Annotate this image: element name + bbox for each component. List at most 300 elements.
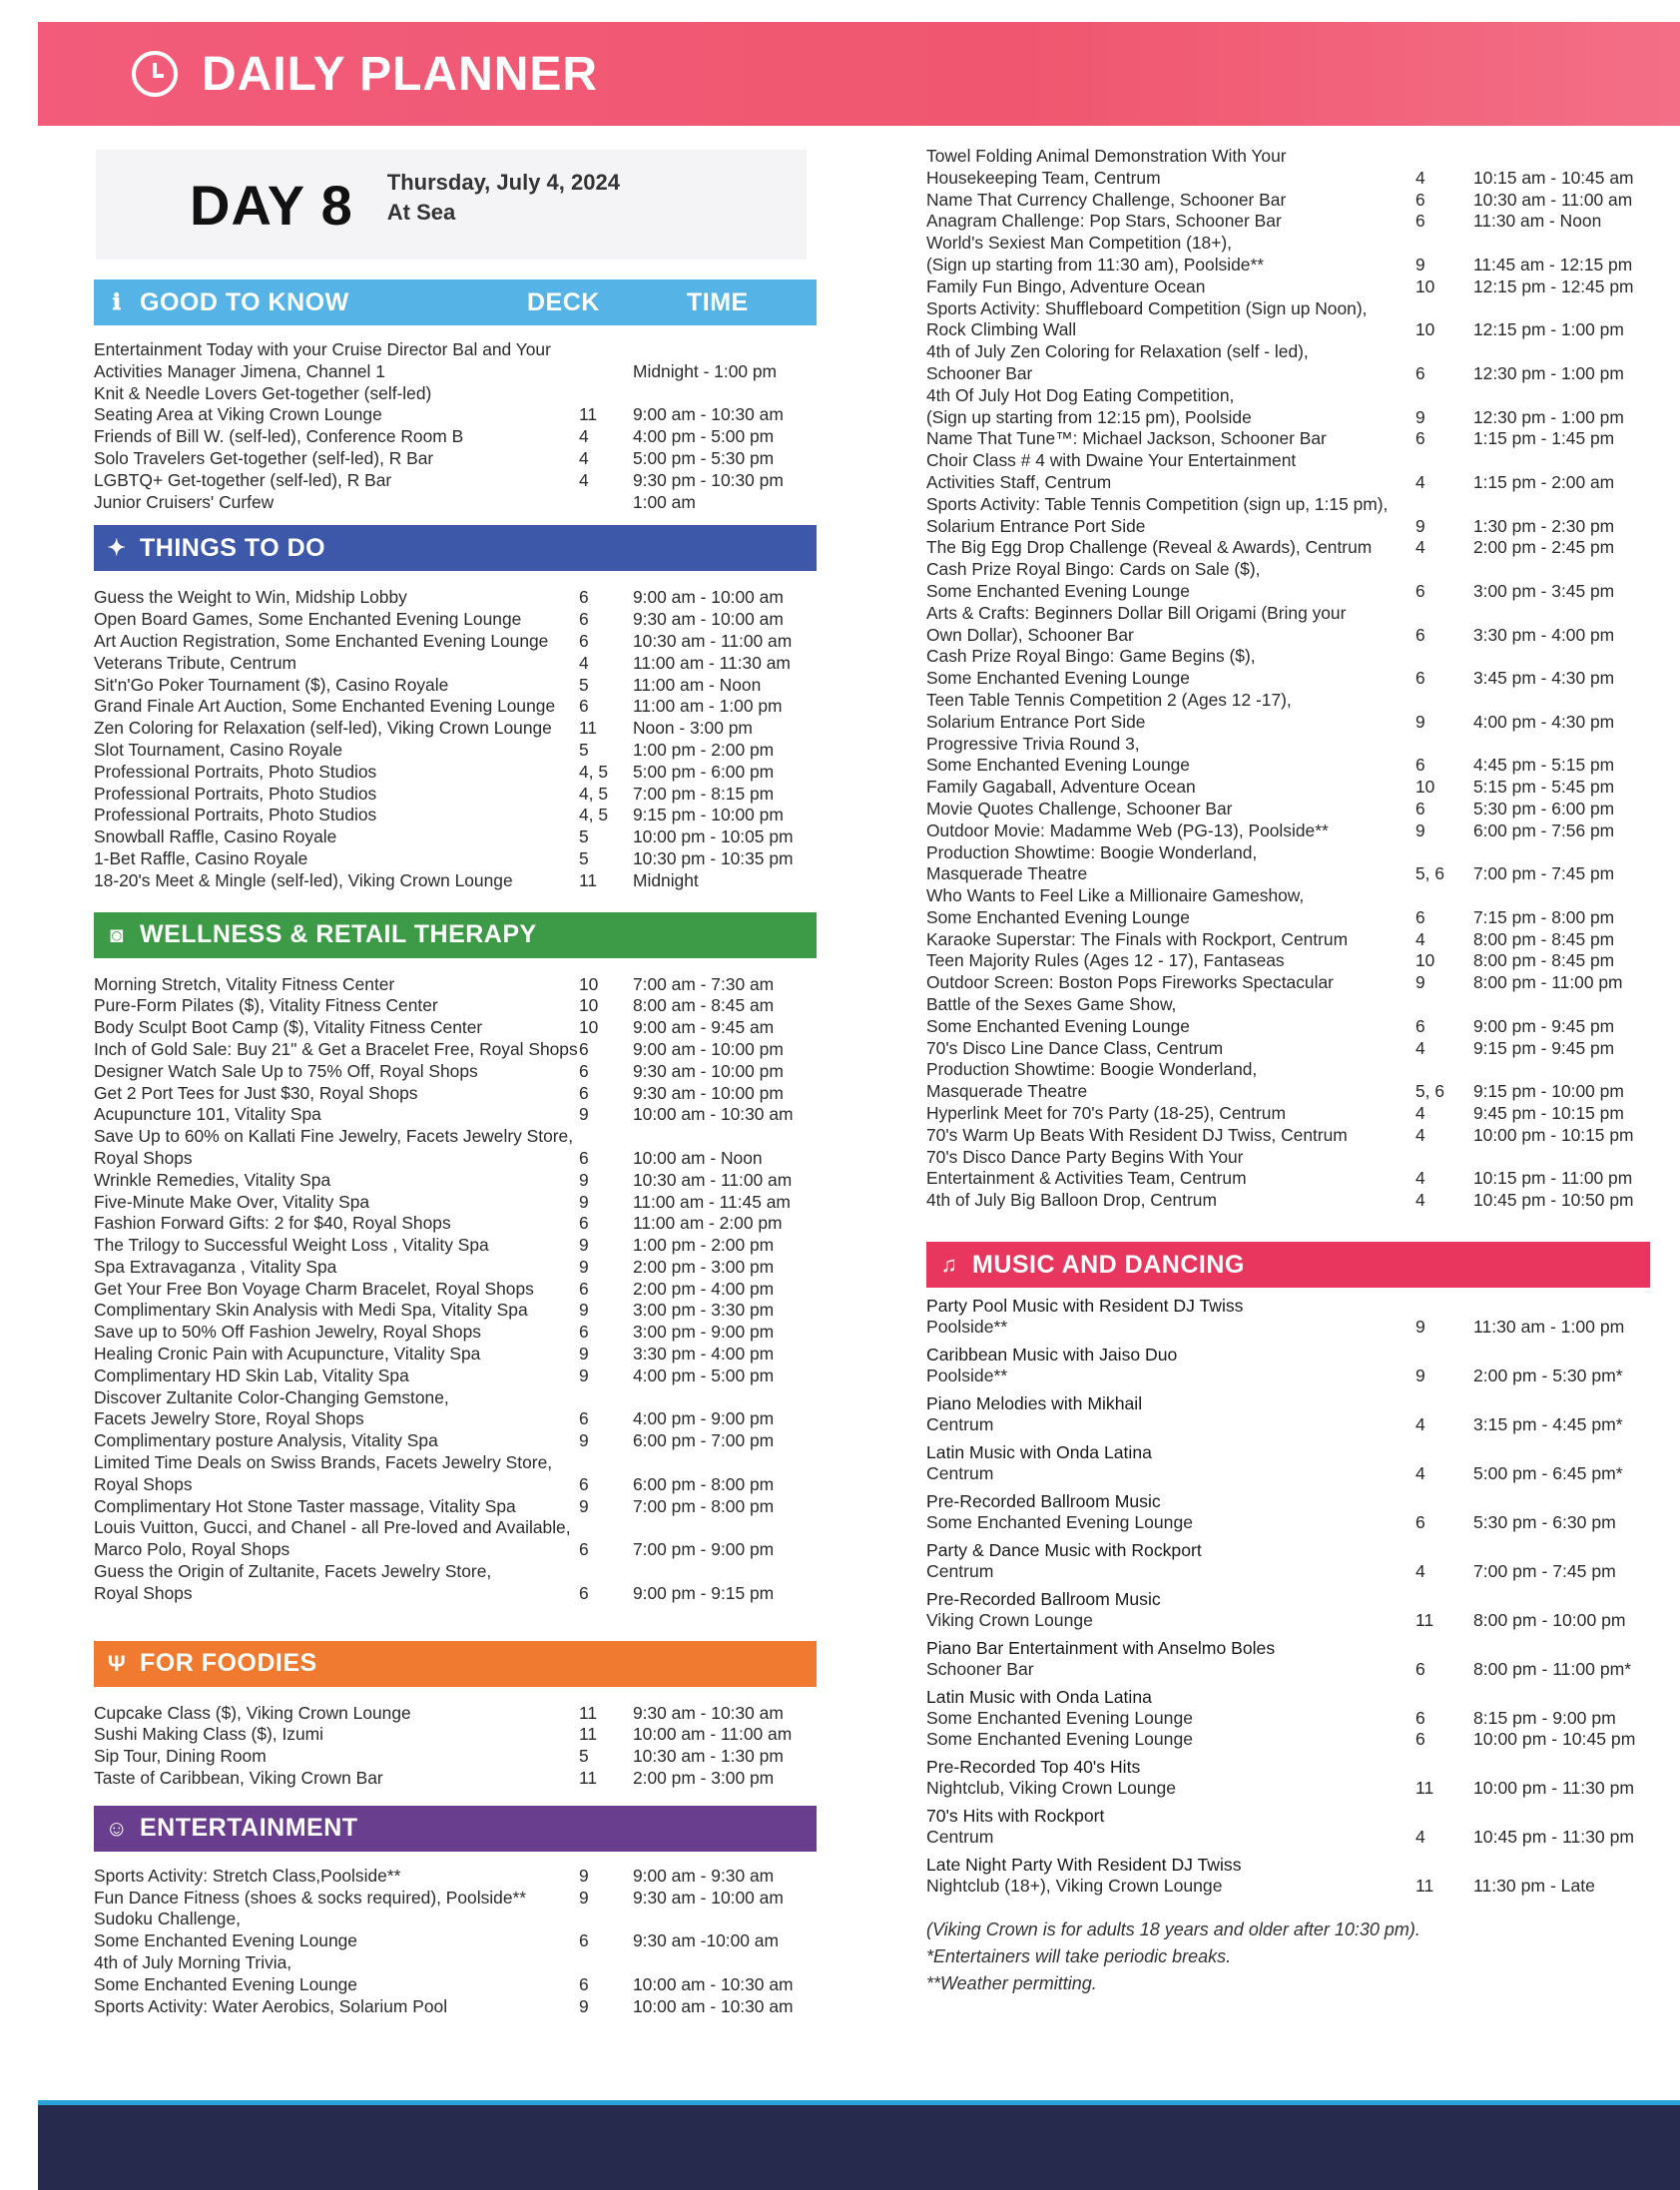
entertainment-continued-list (926, 146, 1650, 1212)
activity-name: Arts & Crafts: Beginners Dollar Bill Origami (Bring your (926, 602, 1347, 623)
activity-time (1473, 885, 1650, 907)
activity-time: 3:30 pm - 4:00 pm (633, 1344, 775, 1365)
info-icon: ℹ (112, 289, 122, 314)
deck-number: 6 (1415, 211, 1425, 232)
activity-name: Art Auction Registration, Some Enchanted Evening Lounge (94, 630, 549, 651)
activity-name: Outdoor Movie: Madamme Web (PG-13), Poolside** (926, 820, 1329, 840)
schedule-row (94, 609, 817, 631)
music-venue-line: Some Enchanted Evening Lounge (926, 1729, 1194, 1750)
music-row (926, 1638, 1650, 1680)
deck-number (1415, 1708, 1473, 1750)
deck-number: 4 (1415, 471, 1425, 492)
activity-time: 9:30 pm - 10:30 pm (633, 469, 784, 490)
deck-number (1415, 298, 1473, 320)
deck-number (1415, 1512, 1473, 1533)
activity-name: Battle of the Sexes Game Show, (926, 994, 1177, 1015)
schedule-row (926, 494, 1650, 516)
schedule-row (926, 428, 1650, 450)
activity-name: The Trilogy to Successful Weight Loss , Vitality Spa (94, 1235, 489, 1256)
deck-number (1415, 1610, 1473, 1631)
schedule-row (926, 450, 1650, 472)
activity-time (633, 1387, 817, 1409)
activity-name: Guess the Origin of Zultanite, Facets Jewelry Store, (94, 1561, 492, 1582)
schedule-row (94, 1517, 817, 1539)
activity-name: Junior Cruisers' Curfew (94, 491, 275, 512)
activity-name: Outdoor Screen: Boston Pops Fireworks Spectacular (926, 972, 1334, 993)
schedule-row (926, 907, 1650, 929)
wellness-header (94, 912, 817, 958)
activity-name: Designer Watch Sale Up to 75% Off, Royal Shops (94, 1060, 478, 1081)
deck-number: 9 (1415, 972, 1425, 993)
activity-time: 9:30 am - 10:00 am (633, 609, 784, 630)
schedule-row (94, 1300, 817, 1322)
schedule-row (926, 1168, 1650, 1190)
schedule-row (94, 653, 817, 675)
schedule-row (94, 383, 817, 405)
schedule-row (94, 1387, 817, 1409)
activity-name: Karaoke Superstar: The Finals with Rockport, Centrum (926, 928, 1349, 949)
deck-number (1415, 1876, 1473, 1897)
activity-name: Schooner Bar (926, 362, 1033, 383)
schedule-row (94, 1366, 817, 1387)
activity-name: Royal Shops (94, 1147, 193, 1168)
music-time (1473, 1366, 1650, 1386)
deck-number: 11 (579, 1702, 598, 1723)
schedule-row (94, 631, 817, 653)
activity-time: 1:00 pm - 2:00 pm (633, 1235, 775, 1256)
activity-time: 7:00 pm - 7:45 pm (1473, 863, 1615, 884)
deck-number: 6 (1415, 668, 1425, 689)
deck-number: 5 (579, 739, 589, 760)
schedule-row (926, 863, 1650, 885)
good-to-know-title: GOOD TO KNOW (140, 287, 349, 316)
deck-number: 6 (579, 1278, 589, 1299)
deck-number: 9 (579, 1495, 589, 1516)
time-value: 3:15 pm - 4:45 pm* (1473, 1414, 1623, 1435)
deck-number: 9 (579, 1191, 589, 1212)
music-note-icon: ♫ (940, 1252, 958, 1278)
schedule-row (926, 233, 1650, 255)
deck-number (1415, 450, 1473, 472)
activity-time: 8:00 am - 8:45 am (633, 995, 775, 1016)
deck-number: 6 (1415, 428, 1425, 449)
wellness-title: WELLNESS & RETAIL THERAPY (140, 920, 537, 949)
activity-name: Pure-Form Pilates ($), Vitality Fitness Center (94, 995, 438, 1016)
deck-number: 4, 5 (579, 805, 609, 825)
music-time (1473, 1659, 1650, 1680)
deck-number: 5 (579, 847, 589, 868)
schedule-row (926, 581, 1650, 603)
deck-number (579, 1952, 633, 1974)
schedule-row (926, 799, 1650, 821)
music-row (926, 1757, 1650, 1799)
activity-time: 10:00 pm - 10:15 pm (1473, 1124, 1634, 1145)
music-row (926, 1491, 1650, 1533)
activity-name: Healing Cronic Pain with Acupuncture, Vitality Spa (94, 1344, 481, 1365)
music-time (1473, 1317, 1650, 1338)
activity-time (1473, 233, 1650, 255)
schedule-row (926, 821, 1650, 842)
deck-number: 6 (579, 1473, 589, 1494)
activity-name: Sports Activity: Shuffleboard Competition (Sign up Noon), (926, 297, 1368, 318)
schedule-row (926, 712, 1650, 734)
deck-number (1415, 646, 1473, 668)
schedule-row (926, 407, 1650, 429)
activity-time: 10:30 am - 11:00 am (633, 630, 793, 651)
music-row (926, 1442, 1650, 1484)
deck-number (579, 1517, 633, 1539)
activity-time: 12:15 pm - 12:45 pm (1473, 275, 1634, 296)
music-time (1473, 1876, 1650, 1897)
activity-name: Marco Polo, Royal Shops (94, 1539, 290, 1560)
schedule-row (94, 361, 817, 383)
schedule-row (94, 1474, 817, 1496)
schedule-row (94, 826, 817, 848)
activity-name: Sports Activity: Water Aerobics, Solarium Pool (94, 1995, 448, 2016)
activity-name: 4th of July Big Balloon Drop, Centrum (926, 1190, 1217, 1211)
entertainment-title: ENTERTAINMENT (140, 1814, 358, 1843)
music-event (926, 1638, 1415, 1680)
activity-name: Cash Prize Royal Bingo: Cards on Sale ($), (926, 559, 1261, 580)
music-time (1473, 1610, 1650, 1631)
schedule-row (94, 740, 817, 762)
activity-name: Cash Prize Royal Bingo: Game Begins ($), (926, 646, 1256, 667)
deck-value: 9 (1415, 1366, 1425, 1386)
deck-number: 6 (579, 1582, 589, 1603)
schedule-row (926, 755, 1650, 777)
schedule-row (926, 972, 1650, 994)
activity-name: Five-Minute Make Over, Vitality Spa (94, 1191, 370, 1212)
activity-name: LGBTQ+ Get-together (self-led), R Bar (94, 469, 392, 490)
deck-number (1415, 1366, 1473, 1386)
activity-name: Own Dollar), Schooner Bar (926, 624, 1134, 645)
music-time (1473, 1561, 1650, 1582)
deck-number (1415, 233, 1473, 255)
deck-number: 6 (1415, 580, 1425, 601)
time-value: 5:00 pm - 6:45 pm* (1473, 1463, 1623, 1484)
schedule-row (94, 1017, 817, 1039)
right-column (926, 146, 1650, 1997)
activity-name: Morning Stretch, Vitality Fitness Center (94, 973, 395, 994)
music-time (1473, 1463, 1650, 1484)
deck-number: 6 (579, 1322, 589, 1343)
schedule-row (94, 1344, 817, 1366)
music-title-line: Pre-Recorded Ballroom Music (926, 1589, 1161, 1610)
music-title-line: Latin Music with Onda Latina (926, 1442, 1152, 1463)
activity-time: 5:30 pm - 6:00 pm (1473, 798, 1615, 819)
music-venue-line: Nightclub, Viking Crown Lounge (926, 1778, 1177, 1799)
deck-number (1415, 146, 1473, 168)
activity-name: Name That Currency Challenge, Schooner Bar (926, 189, 1287, 210)
deck-number: 4 (1415, 537, 1425, 558)
music-row (926, 1806, 1650, 1848)
activity-name: 70's Warm Up Beats With Resident DJ Twiss, Centrum (926, 1124, 1348, 1145)
activity-name: Body Sculpt Boot Camp ($), Vitality Fitness Center (94, 1017, 483, 1038)
activity-time: 9:00 am - 10:00 pm (633, 1038, 784, 1059)
music-title-line: Pre-Recorded Top 40's Hits (926, 1757, 1141, 1778)
time-value: 11:30 am - 1:00 pm (1473, 1317, 1625, 1338)
footnote: (Viking Crown is for adults 18 years and older after 10:30 pm). (926, 1919, 1420, 1940)
activity-time: 7:00 pm - 9:00 pm (633, 1539, 775, 1560)
deck-value: 6 (1415, 1729, 1425, 1750)
activity-name: Facets Jewelry Store, Royal Shops (94, 1408, 364, 1429)
schedule-row (94, 1083, 817, 1105)
schedule-row (926, 211, 1650, 233)
schedule-row (926, 1190, 1650, 1212)
music-venue-line: Centrum (926, 1414, 994, 1435)
activity-name: Masquerade Theatre (926, 863, 1088, 884)
schedule-row (926, 1016, 1650, 1038)
activity-time: 10:30 am - 1:30 pm (633, 1746, 784, 1767)
schedule-row (926, 668, 1650, 690)
schedule-row (94, 1724, 817, 1746)
schedule-row (94, 448, 817, 470)
activity-name: The Big Egg Drop Challenge (Reveal & Awards), Centrum (926, 537, 1373, 558)
deck-number (1415, 994, 1473, 1016)
wellness-list (94, 974, 817, 1605)
good-to-know-header (94, 279, 817, 325)
activity-name: Open Board Games, Some Enchanted Evening Lounge (94, 609, 522, 630)
deck-number: 9 (1415, 406, 1425, 427)
deck-value: 11 (1415, 1876, 1434, 1897)
activity-time: 1:15 pm - 1:45 pm (1473, 428, 1615, 449)
deck-number: 4 (579, 652, 589, 673)
deck-number (1415, 885, 1473, 907)
deck-number: 9 (579, 1235, 589, 1256)
activity-name: Acupuncture 101, Vitality Spa (94, 1104, 321, 1125)
music-event (926, 1393, 1415, 1435)
activity-time: 1:15 pm - 2:00 am (1473, 471, 1615, 492)
deck-number: 9 (579, 1365, 589, 1385)
activity-name: Family Gagaball, Adventure Ocean (926, 777, 1196, 798)
activity-time: 3:00 pm - 3:45 pm (1473, 580, 1615, 601)
activity-time: 7:15 pm - 8:00 pm (1473, 906, 1615, 927)
activity-time: 10:30 am - 11:00 am (633, 1169, 793, 1190)
activity-time: 12:15 pm - 1:00 pm (1473, 319, 1624, 340)
things-to-do-title: THINGS TO DO (140, 533, 326, 562)
deck-number: 6 (579, 1930, 589, 1951)
deck-number: 9 (579, 1256, 589, 1277)
activity-time: 12:30 pm - 1:00 pm (1473, 406, 1624, 427)
schedule-row (926, 298, 1650, 320)
deck-number (1415, 1778, 1473, 1799)
time-column-header: TIME (687, 287, 749, 316)
activity-time (633, 1561, 817, 1583)
deck-number (1415, 1414, 1473, 1435)
deck-value: 11 (1415, 1778, 1434, 1799)
time-value: 10:00 pm - 11:30 pm (1473, 1778, 1635, 1799)
schedule-row (94, 404, 817, 426)
deck-number: 10 (579, 995, 599, 1016)
activity-time (1473, 842, 1650, 864)
music-venue-line: Poolside** (926, 1317, 1008, 1338)
music-event (926, 1757, 1415, 1799)
theater-masks-icon: ☺ (105, 1815, 129, 1841)
deck-number (1415, 559, 1473, 581)
activity-name: Production Showtime: Boogie Wonderland, (926, 841, 1258, 862)
activity-name: 70's Disco Dance Party Begins With Your (926, 1146, 1244, 1167)
deck-number (579, 1452, 633, 1474)
activity-name: Taste of Caribbean, Viking Crown Bar (94, 1768, 383, 1789)
schedule-row (926, 363, 1650, 385)
music-list (926, 1296, 1650, 1897)
activity-time (1473, 146, 1650, 168)
music-row (926, 1540, 1650, 1582)
activity-name: Progressive Trivia Round 3, (926, 733, 1140, 754)
activity-time: 9:00 am - 10:00 am (633, 587, 784, 608)
time-value: 5:30 pm - 6:30 pm (1473, 1512, 1616, 1533)
activity-time (1473, 994, 1650, 1016)
activity-name: Towel Folding Animal Demonstration With Your (926, 146, 1287, 166)
music-title-line: Latin Music with Onda Latina (926, 1687, 1152, 1708)
activity-name: Save Up to 60% on Kallati Fine Jewelry, Facets Jewelry Store, (94, 1126, 574, 1147)
deck-number: 9 (579, 1344, 589, 1365)
deck-number: 6 (1415, 798, 1425, 819)
footer-bar (38, 2100, 1680, 2190)
activity-time (633, 1952, 817, 1974)
time-value: 10:45 pm - 11:30 pm (1473, 1827, 1635, 1848)
schedule-row (94, 1408, 817, 1430)
activity-time: 3:00 pm - 3:30 pm (633, 1300, 775, 1321)
activity-name: Some Enchanted Evening Lounge (926, 668, 1190, 689)
schedule-row (926, 472, 1650, 494)
deck-number: 6 (1415, 362, 1425, 383)
activity-time (1473, 559, 1650, 581)
left-column (94, 279, 817, 2017)
schedule-row (94, 1974, 817, 1996)
activity-name: Complimentary HD Skin Lab, Vitality Spa (94, 1365, 409, 1385)
activity-time (1473, 450, 1650, 472)
activity-time (633, 1126, 817, 1148)
activity-name: 4th of July Morning Trivia, (94, 1952, 292, 1973)
schedule-row (926, 994, 1650, 1016)
activity-name: Fashion Forward Gifts: 2 for $40, Royal Shops (94, 1213, 451, 1234)
activity-name: 18-20's Meet & Mingle (self-led), Viking Crown Lounge (94, 869, 513, 890)
music-event (926, 1491, 1415, 1533)
deck-number: 6 (579, 609, 589, 630)
deck-number: 5, 6 (1415, 863, 1445, 884)
foodies-title: FOR FOODIES (140, 1649, 317, 1678)
activity-time: 9:00 pm - 9:45 pm (1473, 1015, 1615, 1036)
activity-time: 11:45 am - 12:15 pm (1473, 254, 1633, 274)
activity-time: 11:00 am - 2:00 pm (633, 1213, 783, 1234)
page-title: DAILY PLANNER (202, 47, 599, 101)
deck-number: 5 (579, 1746, 589, 1767)
music-venue-line: Centrum (926, 1827, 994, 1848)
music-title-line: Piano Melodies with Mikhail (926, 1393, 1143, 1414)
activity-name: Professional Portraits, Photo Studios (94, 805, 377, 825)
activity-name: Professional Portraits, Photo Studios (94, 783, 377, 804)
time-value: 8:00 pm - 11:00 pm* (1473, 1659, 1632, 1680)
time-value: 8:00 pm - 10:00 pm (1473, 1610, 1626, 1631)
deck-number (579, 1561, 633, 1583)
music-header (926, 1242, 1650, 1288)
deck-number: 9 (579, 1104, 589, 1125)
deck-number: 6 (579, 1038, 589, 1059)
activity-time: 11:00 am - 1:00 pm (633, 696, 783, 717)
schedule-row (926, 1103, 1650, 1125)
activity-time: 9:30 am - 10:30 am (633, 1702, 784, 1723)
deck-number: 6 (579, 587, 589, 608)
schedule-row (94, 1583, 817, 1605)
activity-name: Inch of Gold Sale: Buy 21" & Get a Bracelet Free, Royal Shops (94, 1038, 578, 1059)
activity-name: Some Enchanted Evening Lounge (926, 580, 1190, 601)
schedule-row (94, 1192, 817, 1214)
deck-number (1415, 1827, 1473, 1848)
schedule-row (926, 1038, 1650, 1060)
deck-value: 9 (1415, 1317, 1425, 1338)
activity-name: (Sign up starting from 12:15 pm), Poolside (926, 406, 1252, 427)
music-venue-line: Nightclub (18+), Viking Crown Lounge (926, 1876, 1223, 1897)
activity-name: Sports Activity: Stretch Class,Poolside** (94, 1865, 401, 1886)
schedule-row (94, 1148, 817, 1170)
music-venue-line: Viking Crown Lounge (926, 1610, 1093, 1631)
foodies-list (94, 1703, 817, 1790)
activity-name: Fun Dance Fitness (shoes & socks required), Poolside** (94, 1887, 527, 1908)
activity-time: 1:00 pm - 2:00 pm (633, 739, 775, 760)
activity-time: 2:00 pm - 2:45 pm (1473, 537, 1615, 558)
activity-name: Guess the Weight to Win, Midship Lobby (94, 587, 407, 608)
activity-time: 7:00 pm - 8:00 pm (633, 1495, 775, 1516)
activity-time: 6:00 pm - 8:00 pm (633, 1473, 775, 1494)
activity-name: Entertainment Today with your Cruise Director Bal and Your (94, 339, 551, 359)
activity-time: 10:15 pm - 11:00 pm (1473, 1168, 1633, 1189)
deck-number (579, 1909, 633, 1930)
activity-time: 4:00 pm - 9:00 pm (633, 1408, 775, 1429)
schedule-row (94, 1746, 817, 1768)
music-time (1473, 1512, 1650, 1533)
deck-number (1415, 1147, 1473, 1169)
foodies-header (94, 1641, 817, 1687)
schedule-row (94, 1909, 817, 1930)
activity-name: Teen Majority Rules (Ages 12 - 17), Fantaseas (926, 950, 1285, 971)
activity-time: 9:00 pm - 9:15 pm (633, 1582, 775, 1603)
activity-name: Some Enchanted Evening Lounge (926, 755, 1190, 776)
music-event (926, 1855, 1415, 1897)
activity-time (633, 1909, 817, 1930)
activity-name: Wrinkle Remedies, Vitality Spa (94, 1169, 331, 1190)
music-venue-line: Schooner Bar (926, 1659, 1034, 1680)
activity-time (1473, 1147, 1650, 1169)
activity-time (1473, 1059, 1650, 1081)
activity-time: 1:00 am (633, 491, 696, 512)
activity-name: Royal Shops (94, 1473, 193, 1494)
deck-number: 5 (579, 826, 589, 847)
activity-name: Sudoku Challenge, (94, 1909, 241, 1929)
activity-name: Activities Staff, Centrum (926, 471, 1112, 492)
schedule-row (94, 1539, 817, 1561)
activity-name: Limited Time Deals on Swiss Brands, Facets Jewelry Store, (94, 1452, 553, 1473)
activity-time: 7:00 pm - 8:15 pm (633, 783, 775, 804)
deck-number: 6 (579, 1082, 589, 1103)
deck-number: 6 (579, 1973, 589, 1994)
deck-number (1415, 1463, 1473, 1484)
deck-number: 11 (579, 1768, 598, 1789)
activity-time (633, 1452, 817, 1474)
deck-number: 6 (1415, 189, 1425, 210)
activity-time: 9:30 am -10:00 am (633, 1930, 779, 1951)
deck-number (579, 1387, 633, 1409)
activity-name: Spa Extravaganza , Vitality Spa (94, 1256, 337, 1277)
clock-icon (132, 51, 178, 97)
activity-name: Sit'n'Go Poker Tournament ($), Casino Royale (94, 674, 449, 695)
deck-number: 9 (579, 1865, 589, 1886)
schedule-row (926, 146, 1650, 168)
deck-number: 5, 6 (1415, 1081, 1445, 1102)
schedule-row (94, 974, 817, 996)
activity-name: Choir Class # 4 with Dwaine Your Entertainment (926, 450, 1297, 471)
schedule-row (94, 995, 817, 1017)
